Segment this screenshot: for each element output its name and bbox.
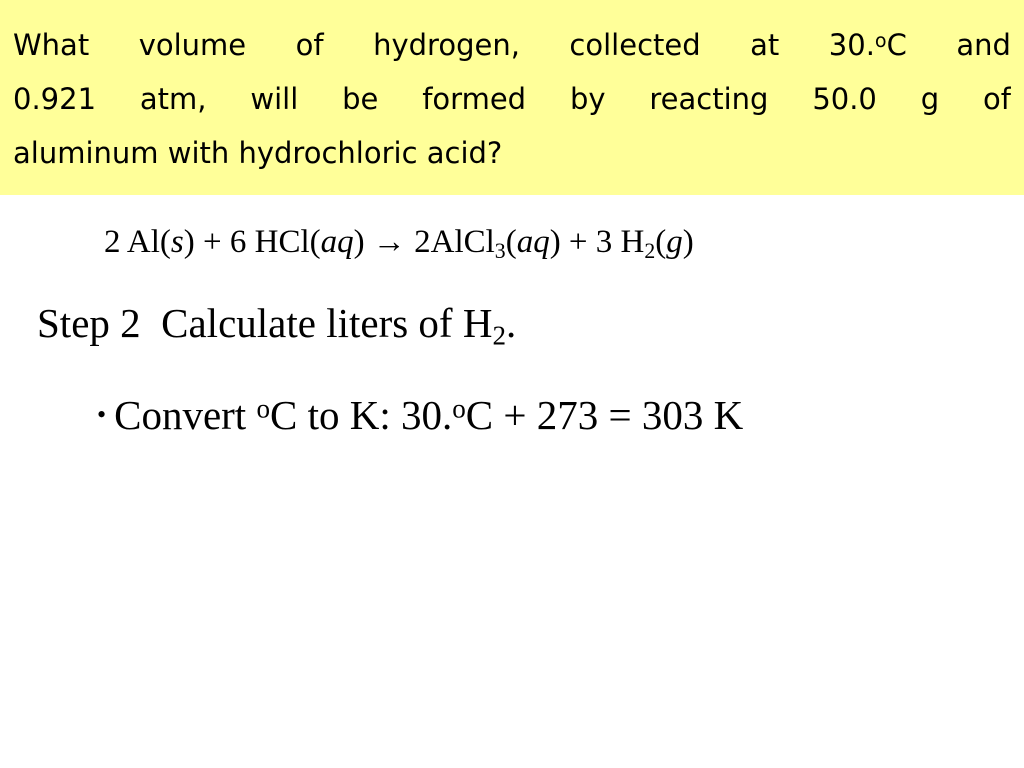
- bullet-item: [97, 386, 743, 444]
- step-end: .: [505, 300, 517, 346]
- question-word: of: [983, 82, 1011, 116]
- temp-unit: C: [886, 28, 907, 62]
- question-word: collected: [569, 28, 701, 62]
- question-word: by: [569, 82, 606, 116]
- question-line-2: [13, 72, 1011, 126]
- question-line-1: [13, 18, 1011, 72]
- subscript: 3: [494, 239, 506, 264]
- state-label: s: [170, 224, 184, 260]
- bullet-text: C + 273 = 303 K: [465, 392, 744, 438]
- question-word: will: [250, 82, 299, 116]
- question-word: be: [342, 82, 379, 116]
- bullet-text: C to K: 30.: [269, 392, 453, 438]
- question-word: reacting: [649, 82, 769, 116]
- equation-part: ): [682, 224, 694, 260]
- temp-value: 30.: [828, 28, 875, 62]
- question-temperature: [829, 18, 907, 72]
- question-text: aluminum with hydrochloric acid?: [13, 136, 503, 170]
- step-heading: [37, 294, 516, 352]
- question-word: g: [920, 82, 940, 116]
- degree-superscript: o: [452, 393, 466, 424]
- question-word: atm,: [139, 82, 207, 116]
- step-text: Step 2 Calculate liters of H: [37, 300, 493, 346]
- state-label: aq: [320, 224, 354, 260]
- bullet-icon: •: [97, 400, 107, 429]
- degree-superscript: o: [874, 28, 887, 52]
- degree-superscript: o: [256, 393, 270, 424]
- chemical-equation: [104, 216, 694, 268]
- question-word: formed: [422, 82, 527, 116]
- question-box: [0, 0, 1024, 195]
- question-word: at: [750, 28, 780, 62]
- question-word: hydrogen,: [373, 28, 520, 62]
- question-line-3: [13, 126, 1011, 180]
- equation-part: ) + 3 H: [549, 224, 645, 260]
- question-word: What: [13, 28, 90, 62]
- equation-part: (: [505, 224, 517, 260]
- question-word: volume: [138, 28, 247, 62]
- bullet-text: Convert: [114, 392, 257, 438]
- state-label: g: [666, 224, 683, 260]
- equation-part: 2 Al(: [104, 224, 171, 260]
- state-label: aq: [516, 224, 550, 260]
- equation-part: ) + 6 HCl(: [183, 224, 321, 260]
- subscript: 2: [492, 320, 506, 351]
- question-word: 50.0: [812, 82, 877, 116]
- question-word: 0.921: [13, 82, 97, 116]
- question-word: of: [295, 28, 324, 62]
- equation-part: ) → 2AlCl: [353, 224, 495, 260]
- question-word: and: [956, 28, 1011, 62]
- equation-part: (: [655, 224, 667, 260]
- subscript: 2: [644, 239, 656, 264]
